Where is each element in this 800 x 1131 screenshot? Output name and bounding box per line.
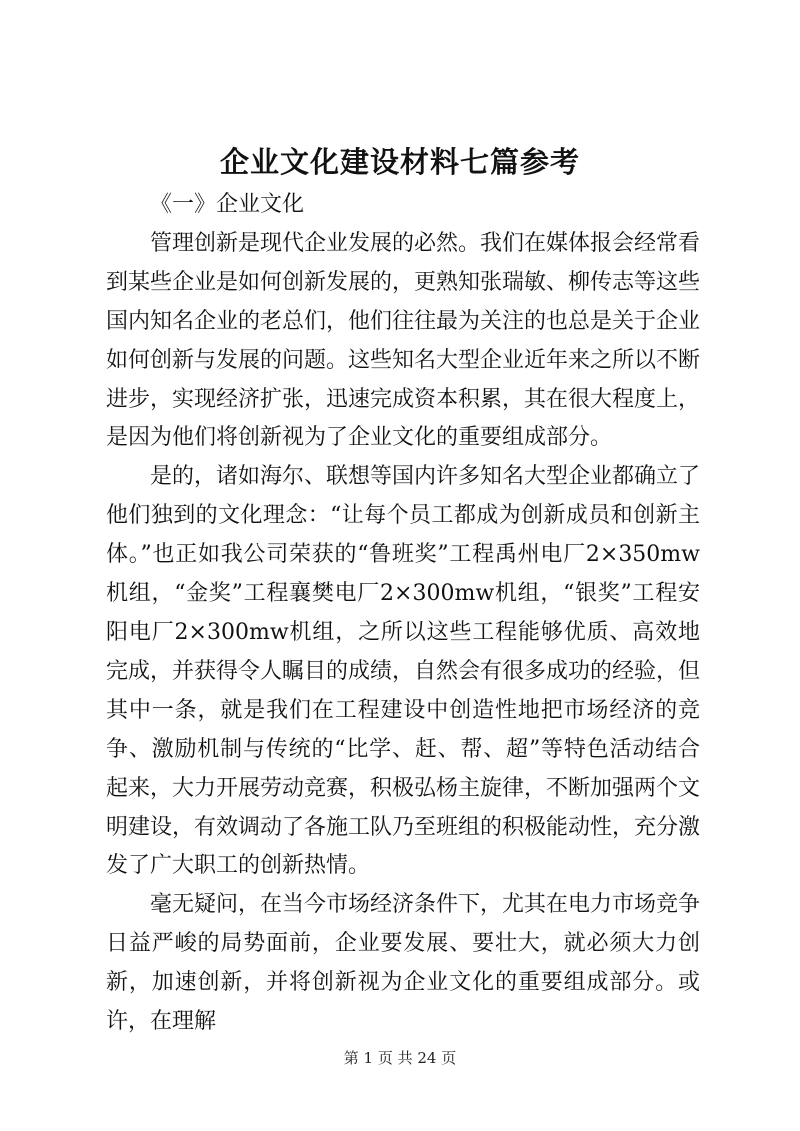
body-paragraph-2: 是的，诸如海尔、联想等国内许多知名大型企业都确立了他们独到的文化理念：“让每个员工都成为创新成员和创新主体。”也正如我公司荣获的“鲁班奖”工程禹州电厂2×350mw机组，“金奖”工程襄樊电厂2×300mw机组，“银奖”工程安阳电厂2×300mw机组，之所以这些工程能够优质、高效地完成，并获得令人瞩目的成绩，自然会有很多成功的经验，但其中一条，就是我们在工程建设中创造性地把市场经济的竞争、激励机制与传统的“比学、赶、帮、超”等特色活动结合起来，大力开展劳动竞赛，积极弘杨主旋律，不断加强两个文明建设，有效调动了各施工队乃至班组的积极能动性，充分激发了广大职工的创新热情。	[106, 464, 701, 879]
body-paragraph-3: 毫无疑问，在当今市场经济条件下，尤其在电力市场竞争日益严峻的局势面前，企业要发展、要壮大，就必须大力创新，加速创新，并将创新视为企业文化的重要组成部分。或许，在理解	[106, 892, 701, 1035]
document-body	[106, 186, 700, 1042]
page-footer: 第 1 页 共 24 页	[343, 1049, 457, 1067]
section-heading: 《一》企业文化	[150, 192, 305, 217]
body-paragraph-1: 管理创新是现代企业发展的必然。我们在媒体报会经常看到某些企业是如何创新发展的，更熟知张瑞敏、柳传志等这些国内知名企业的老总们，他们往往最为关注的也总是关于企业如何创新与发展的问题。这些知名大型企业近年来之所以不断进步，实现经济扩张，迅速完成资本积累，其在很大程度上，是因为他们将创新视为了企业文化的重要组成部分。	[106, 230, 701, 451]
document-title: 企业文化建设材料七篇参考	[219, 145, 580, 179]
